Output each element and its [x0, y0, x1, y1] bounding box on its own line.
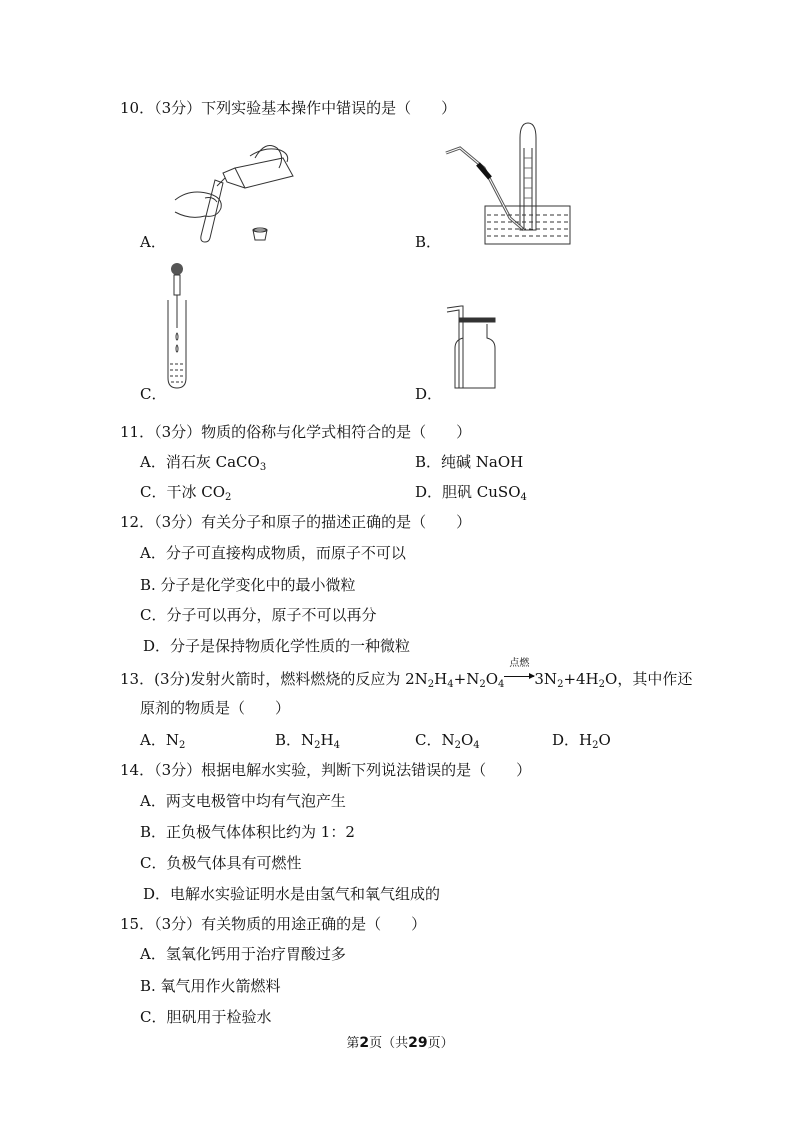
page-footer: 第2页（共29页） — [346, 1035, 454, 1051]
q15-option-b: B. 氧气用作火箭燃料 — [140, 977, 281, 995]
gas-bottle-figure — [445, 298, 505, 393]
gas-collection-figure — [440, 118, 580, 248]
q14-option-b: B．正负极气体体积比约为 1：2 — [140, 823, 355, 841]
q15-option-a: A．氢氧化钙用于治疗胃酸过多 — [140, 945, 346, 963]
q13-option-a: A．$N_2$ — [140, 731, 186, 751]
q10-label-b: B． — [415, 233, 442, 251]
q10-label-a: A． — [140, 233, 166, 251]
q10-label-c: C． — [140, 385, 167, 403]
q11-option-c: C．干冰 $CO_2$ — [140, 483, 232, 503]
q10-label-d: D． — [415, 385, 443, 403]
q14-option-d: D．电解水实验证明水是由氢气和氧气组成的 — [143, 885, 441, 903]
q13-stem-line2: 原剂的物质是（ ） — [140, 699, 291, 717]
q12-option-b: B. 分子是化学变化中的最小微粒 — [140, 576, 356, 594]
q12-option-c: C．分子可以再分，原子不可以再分 — [140, 606, 377, 624]
q14-stem: 14．（3分）根据电解水实验，判断下列说法错误的是（ ） — [120, 761, 532, 779]
q10-stem: 10．（3分）下列实验基本操作中错误的是（ ） — [120, 99, 457, 117]
reaction-equation: $2N_2H_4+N_2O_4$ 点燃 $3N_2+4H_2O$ — [405, 658, 618, 690]
dropper-test-tube-figure — [160, 258, 200, 398]
q15-option-c: C．胆矾用于检验水 — [140, 1008, 272, 1026]
current-page-number: 2 — [359, 1035, 370, 1051]
total-page-count: 29 — [408, 1035, 428, 1051]
q13-option-b: B．$N_2H_4$ — [275, 731, 340, 751]
q13-option-c: C．$N_2O_4$ — [415, 731, 480, 751]
q14-option-c: C．负极气体具有可燃性 — [140, 854, 302, 872]
pouring-liquid-figure — [165, 128, 305, 248]
q12-stem: 12．（3分）有关分子和原子的描述正确的是（ ） — [120, 513, 472, 531]
reaction-arrow: 点燃 — [504, 668, 534, 682]
q11-option-a: A．消石灰 CaCO$_3$ — [140, 453, 267, 473]
q12-option-d: D．分子是保持物质化学性质的一种微粒 — [143, 637, 411, 655]
q11-option-d: D．胆矾 CuSO$_4$ — [415, 483, 527, 503]
q11-option-b: B．纯碱 NaOH — [415, 453, 524, 471]
q14-option-a: A．两支电极管中均有气泡产生 — [140, 792, 346, 810]
q13-option-d: D．$H_2O$ — [552, 731, 611, 751]
q15-stem: 15．（3分）有关物质的用途正确的是（ ） — [120, 915, 427, 933]
q13-stem: 13．(3分)发射火箭时，燃料燃烧的反应为 $2N_2H_4+N_2O_4$ 点燃 $3N_2+4H_2O$，其中作还 — [120, 658, 693, 690]
q11-stem: 11．（3分）物质的俗称与化学式相符合的是（ ） — [120, 423, 472, 441]
q12-option-a: A．分子可直接构成物质，而原子不可以 — [140, 544, 406, 562]
